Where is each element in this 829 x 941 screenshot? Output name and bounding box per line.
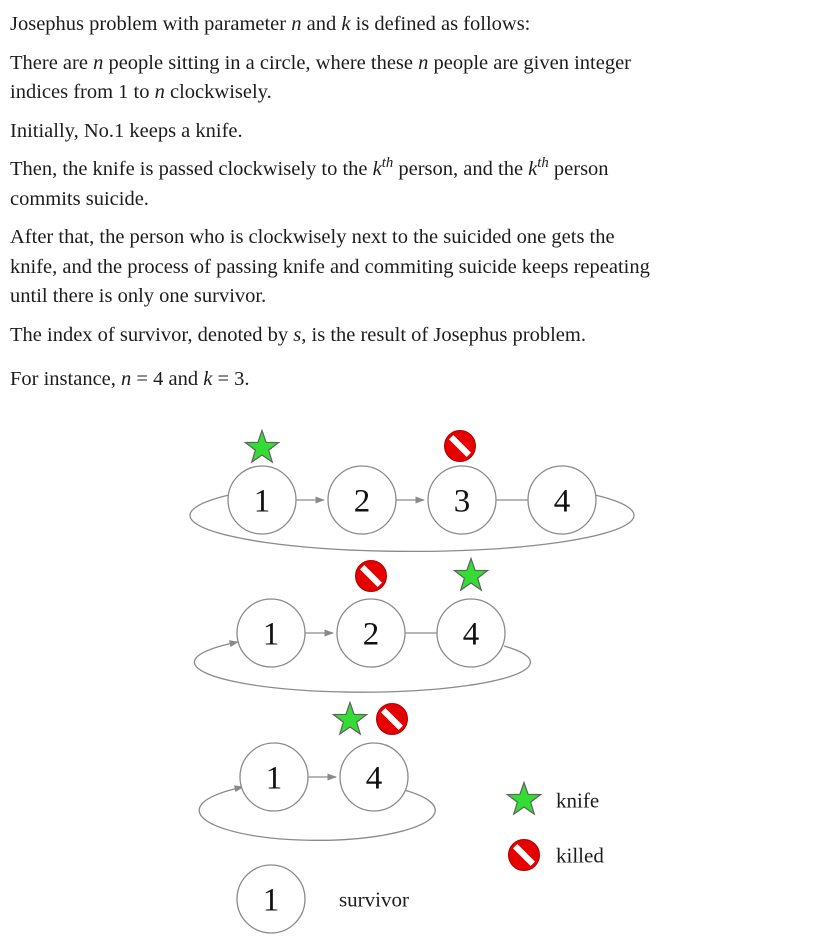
knife-icon [454,559,487,591]
text-line: Initially, No.1 keeps a knife. [10,119,243,142]
survivor-node-label: 1 [262,882,280,919]
knife-icon [245,431,278,463]
step2-node-2 [337,599,405,667]
step2-node-4-label: 4 [462,616,480,653]
killed-icon [445,431,476,462]
text-line: Then, the knife is passed clockwisely to the $k^{th}$ person, and the $k^{th}$ person [10,155,609,180]
step1-node-4 [528,466,596,534]
paragraph-1 [10,10,822,40]
text-line: After that, the person who is clockwisely next to the suicided one gets the [10,226,615,248]
step1-node-1 [228,466,296,534]
text-line: The index of survivor, denoted by s, is the result of Josephus problem. [10,323,586,346]
legend-killed-label: killed [556,843,604,868]
legend [507,783,604,871]
step1-node-4-label: 4 [553,483,571,520]
text-line: For instance, n = 4 and k = 3. [10,368,250,390]
knife-icon [333,703,366,735]
problem-text [10,8,822,395]
paragraph-5 [10,223,822,312]
killed-icon [377,704,408,735]
step1-node-3 [428,466,496,534]
step1-node-2 [328,466,396,534]
text-line: indices from 1 to n clockwisely. [10,81,272,103]
paragraph-2 [10,49,822,108]
step3-node-1 [240,743,308,811]
killed-icon [356,561,387,592]
survivor-diagram [237,865,409,933]
step2-node-1-label: 1 [262,616,280,653]
text-line: Josephus problem with parameter n and k is defined as follows: [10,13,531,35]
killed-icon [509,840,540,871]
step3-node-4 [340,743,408,811]
step1-node-2-label: 2 [353,483,371,520]
text-line: until there is only one survivor. [10,285,267,307]
text-line: commits suicide. [10,187,149,210]
step2-node-1 [237,599,305,667]
step-2-diagram [194,559,530,693]
step1-node-1-label: 1 [253,483,271,520]
paragraph-4 [10,155,822,214]
step3-node-1-label: 1 [265,760,283,797]
text-line: knife, and the process of passing knife and commiting suicide keeps repeating [10,255,650,278]
step-3-diagram [199,703,435,841]
text-line: There are n people sitting in a circle, where these n people are given integer [10,51,632,74]
step-1-diagram [190,431,634,552]
step2-node-4 [437,599,505,667]
paragraph-7 [10,365,822,395]
survivor-caption: survivor [339,887,409,912]
knife-icon [507,783,540,815]
paragraph-6 [10,321,822,351]
paragraph-3 [10,117,822,147]
survivor-node [237,865,305,933]
step1-node-3-label: 3 [453,483,471,520]
step2-node-2-label: 2 [362,616,380,653]
step3-node-4-label: 4 [365,760,383,797]
legend-knife-label: knife [556,788,600,813]
josephus-example-figure [0,420,829,941]
